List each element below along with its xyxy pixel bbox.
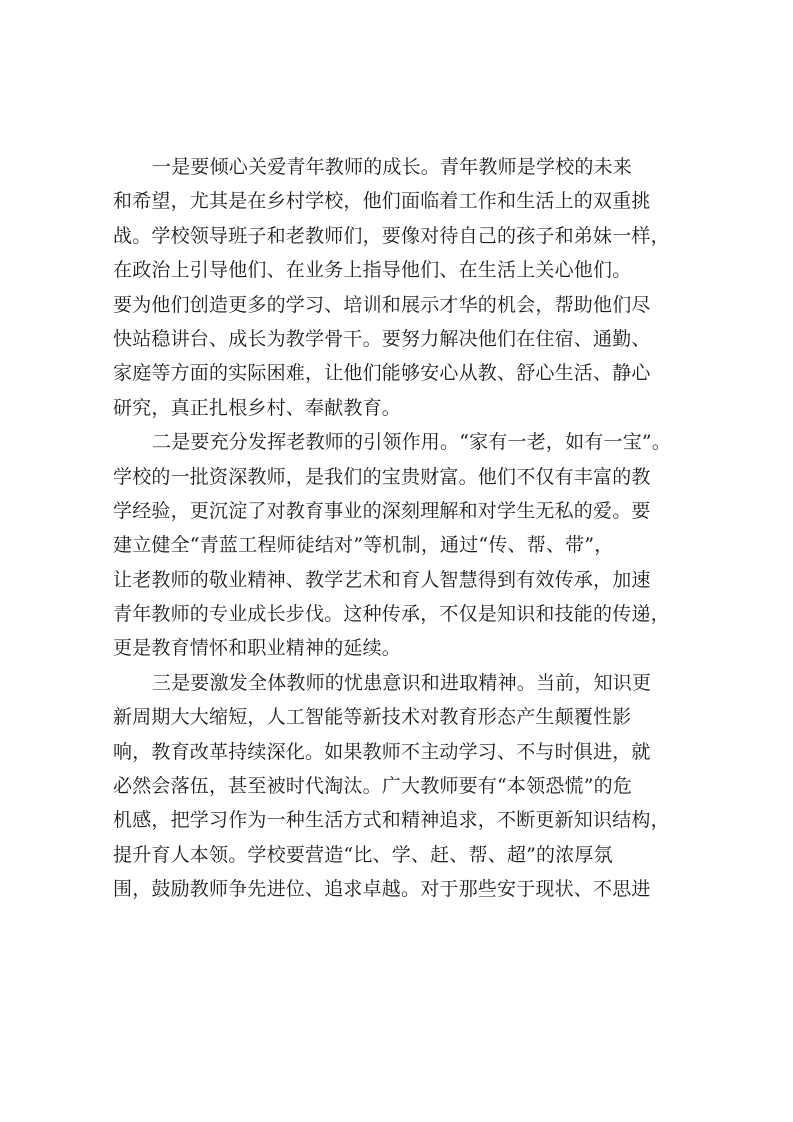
paragraph-3-line-3: 响，教育改革持续深化。如果教师不主动学习、不与时俱进，就 bbox=[113, 740, 651, 763]
paragraph-1-line-7: 家庭等方面的实际困难，让他们能够安心从教、舒心生活、静心 bbox=[113, 362, 651, 385]
paragraph-1-line-6: 快站稳讲台、成长为教学骨干。要努力解决他们在住宿、通勤、 bbox=[113, 327, 651, 350]
paragraph-2-line-4: 建立健全“青蓝工程师徒结对”等机制，通过“传、帮、带”， bbox=[113, 534, 614, 557]
paragraph-2-line-2: 学校的一批资深教师，是我们的宝贵财富。他们不仅有丰富的教 bbox=[113, 465, 651, 488]
body-text bbox=[113, 150, 693, 907]
paragraph-2-line-7: 更是教育情怀和职业精神的延续。 bbox=[113, 637, 402, 660]
paragraph-3-line-6: 提升育人本领。学校要营造“比、学、赶、帮、超”的浓厚氛 bbox=[113, 843, 613, 866]
paragraph-3-line-4: 必然会落伍，甚至被时代淘汰。广大教师要有“本领恐慌”的危 bbox=[113, 775, 633, 798]
paragraph-3-line-5: 机感，把学习作为一种生活方式和精神追求，不断更新知识结构， bbox=[113, 809, 670, 832]
paragraph-3-line-2: 新周期大大缩短，人工智能等新技术对教育形态产生颠覆性影 bbox=[113, 706, 632, 729]
paragraph-1-line-8: 研究，真正扎根乡村、奉献教育。 bbox=[113, 396, 402, 419]
paragraph-2-line-3: 学经验，更沉淀了对教育事业的深刻理解和对学生无私的爱。要 bbox=[113, 499, 651, 522]
paragraph-2-line-5: 让老教师的敬业精神、教学艺术和育人智慧得到有效传承，加速 bbox=[113, 568, 651, 591]
paragraph-3-line-1: 三是要激发全体教师的忧患意识和进取精神。当前，知识更 bbox=[152, 671, 652, 694]
paragraph-1-line-4: 在政治上引导他们、在业务上指导他们、在生活上关心他们。 bbox=[113, 259, 632, 282]
paragraph-3-line-7: 围，鼓励教师争先进位、追求卓越。对于那些安于现状、不思进 bbox=[113, 878, 651, 901]
paragraph-2-line-6: 青年教师的专业成长步伐。这种传承，不仅是知识和技能的传递， bbox=[113, 603, 670, 626]
paragraph-1-line-2: 和希望，尤其是在乡村学校，他们面临着工作和生活上的双重挑 bbox=[113, 190, 651, 213]
paragraph-1-line-3: 战。学校领导班子和老教师们，要像对待自己的孩子和弟妹一样， bbox=[113, 224, 670, 247]
paragraph-1-line-1: 一是要倾心关爱青年教师的成长。青年教师是学校的未来 bbox=[152, 156, 633, 178]
paragraph-2-line-1: 二是要充分发挥老教师的引领作用。“家有一老，如有一宝”。 bbox=[152, 431, 672, 454]
paragraph-1-line-5: 要为他们创造更多的学习、培训和展示才华的机会，帮助他们尽 bbox=[113, 293, 651, 316]
